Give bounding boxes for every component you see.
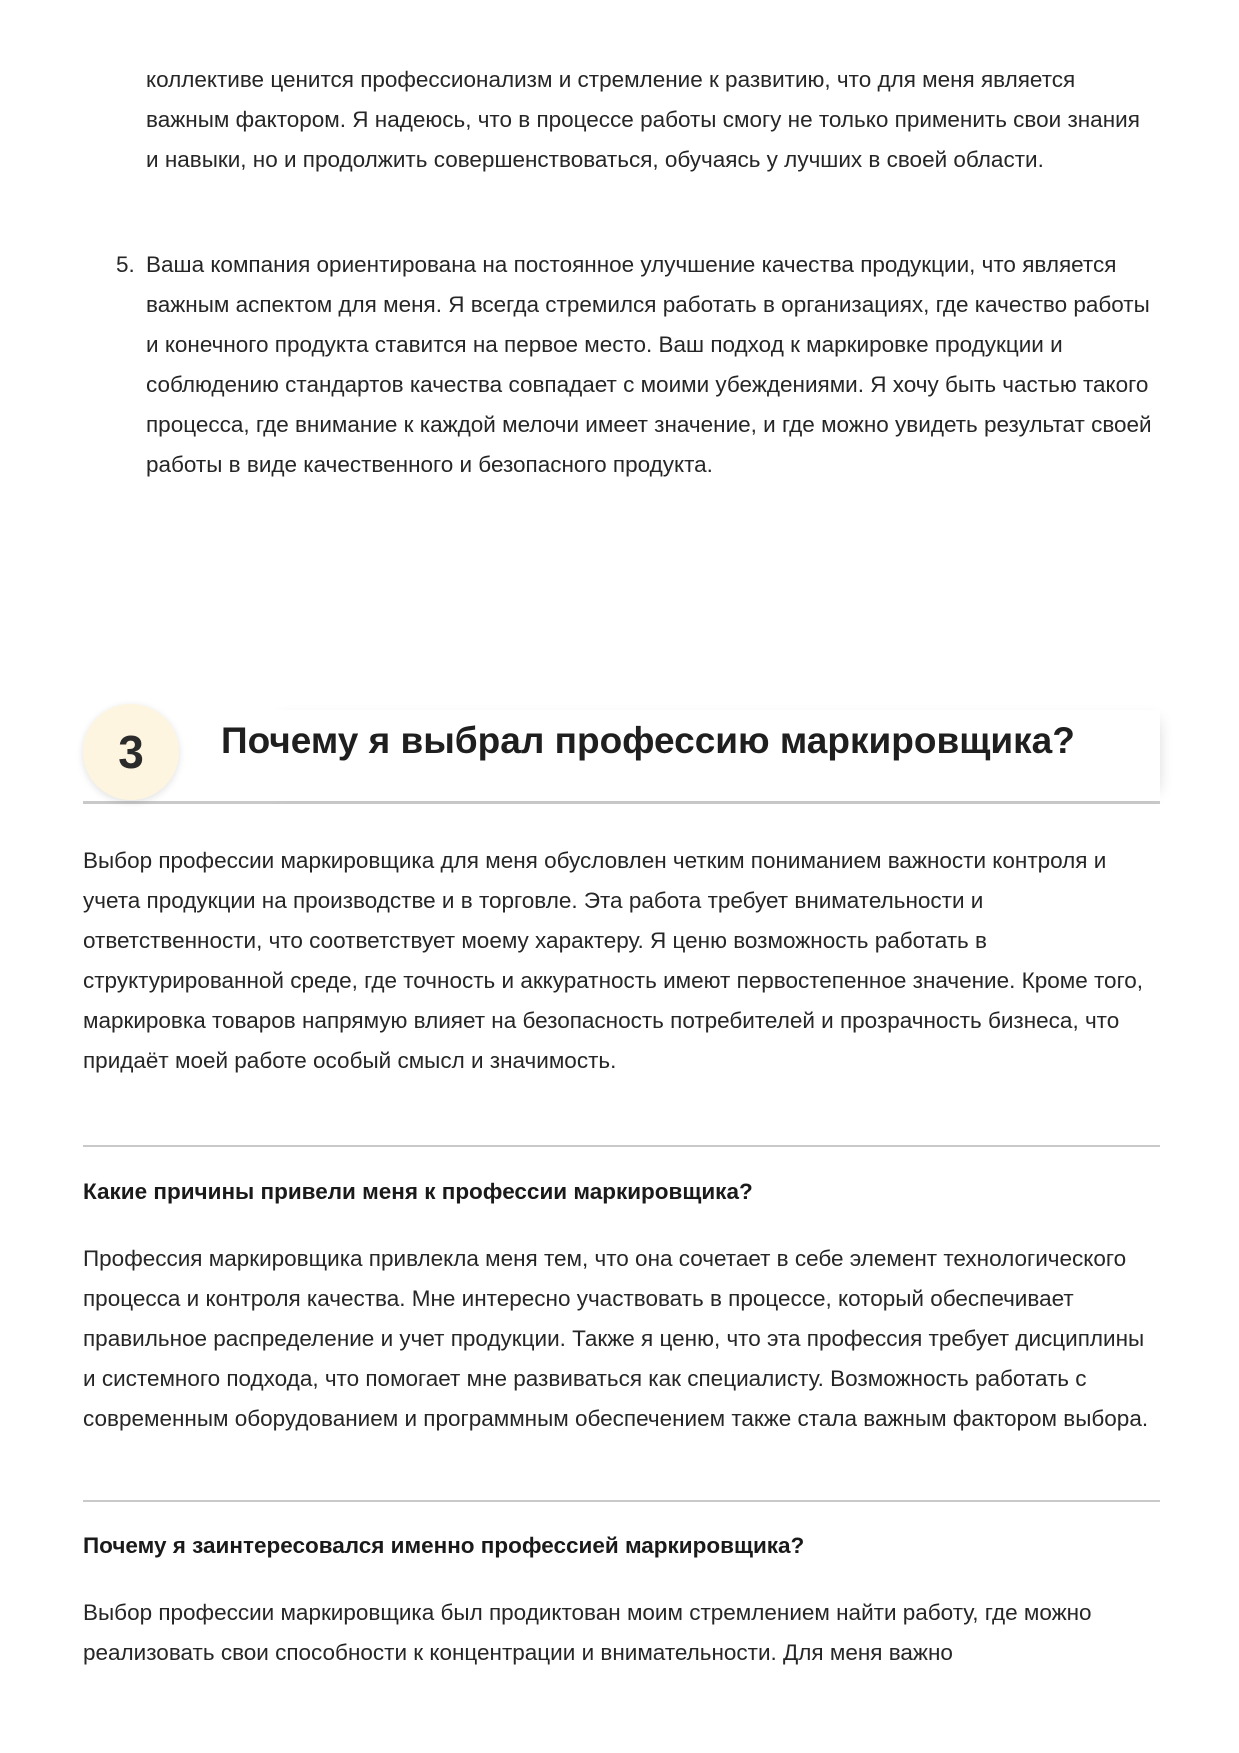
divider bbox=[83, 1500, 1160, 1502]
section-title: Почему я выбрал профессию маркировщика? bbox=[221, 720, 1075, 761]
section-intro-paragraph: Выбор профессии маркировщика для меня обусловлен четким пониманием важности контроля и учета продукции на производстве и в торговле. Эта работа требует внимательности и ответственности, что соответствует моему характеру. Я ценю возможность работать в структурированной среде, где точность и аккуратность имеют первостепенное значение. Кроме того, маркировка товаров напрямую влияет на безопасность потребителей и прозрачность бизнеса, что придаёт моей работе особый смысл и значимость. bbox=[83, 848, 1144, 1073]
question-2-answer: Выбор профессии маркировщика был продиктован моим стремлением найти работу, где можно реализовать свои способности к концентрации и внимательности. Для меня важно bbox=[83, 1600, 1092, 1665]
question-2-title: Почему я заинтересовался именно профессией маркировщика? bbox=[83, 1533, 805, 1558]
section-number-badge: 3 bbox=[83, 704, 179, 800]
continued-paragraph: коллективе ценится профессионализм и стремление к развитию, что для меня является важным фактором. Я надеюсь, что в процессе работы смогу не только применить свои знания и навыки, но и продолжить совершенствоваться, обучаясь у лучших в своей области. bbox=[146, 67, 1140, 172]
list-item-number: 5. bbox=[116, 252, 135, 277]
section-header bbox=[83, 700, 1160, 804]
list-item-text: Ваша компания ориентирована на постоянное улучшение качества продукции, что является важным аспектом для меня. Я всегда стремился работать в организациях, где качество работы и конечного продукта ставится на первое место. Ваш подход к маркировке продукции и соблюдению стандартов качества совпадает с моими убеждениями. Я хочу быть частью такого процесса, где внимание к каждой мелочи имеет значение, и где можно увидеть результат своей работы в виде качественного и безопасного продукта. bbox=[146, 252, 1152, 477]
divider bbox=[83, 1145, 1160, 1147]
question-1-answer: Профессия маркировщика привлекла меня тем, что она сочетает в себе элемент технологического процесса и контроля качества. Мне интересно участвовать в процессе, который обеспечивает правильное распределение и учет продукции. Также я ценю, что эта профессия требует дисциплины и системного подхода, что помогает мне развиваться как специалисту. Возможность работать с современным оборудованием и программным обеспечением также стала важным фактором выбора. bbox=[83, 1246, 1149, 1431]
question-1-title: Какие причины привели меня к профессии маркировщика? bbox=[83, 1179, 753, 1204]
